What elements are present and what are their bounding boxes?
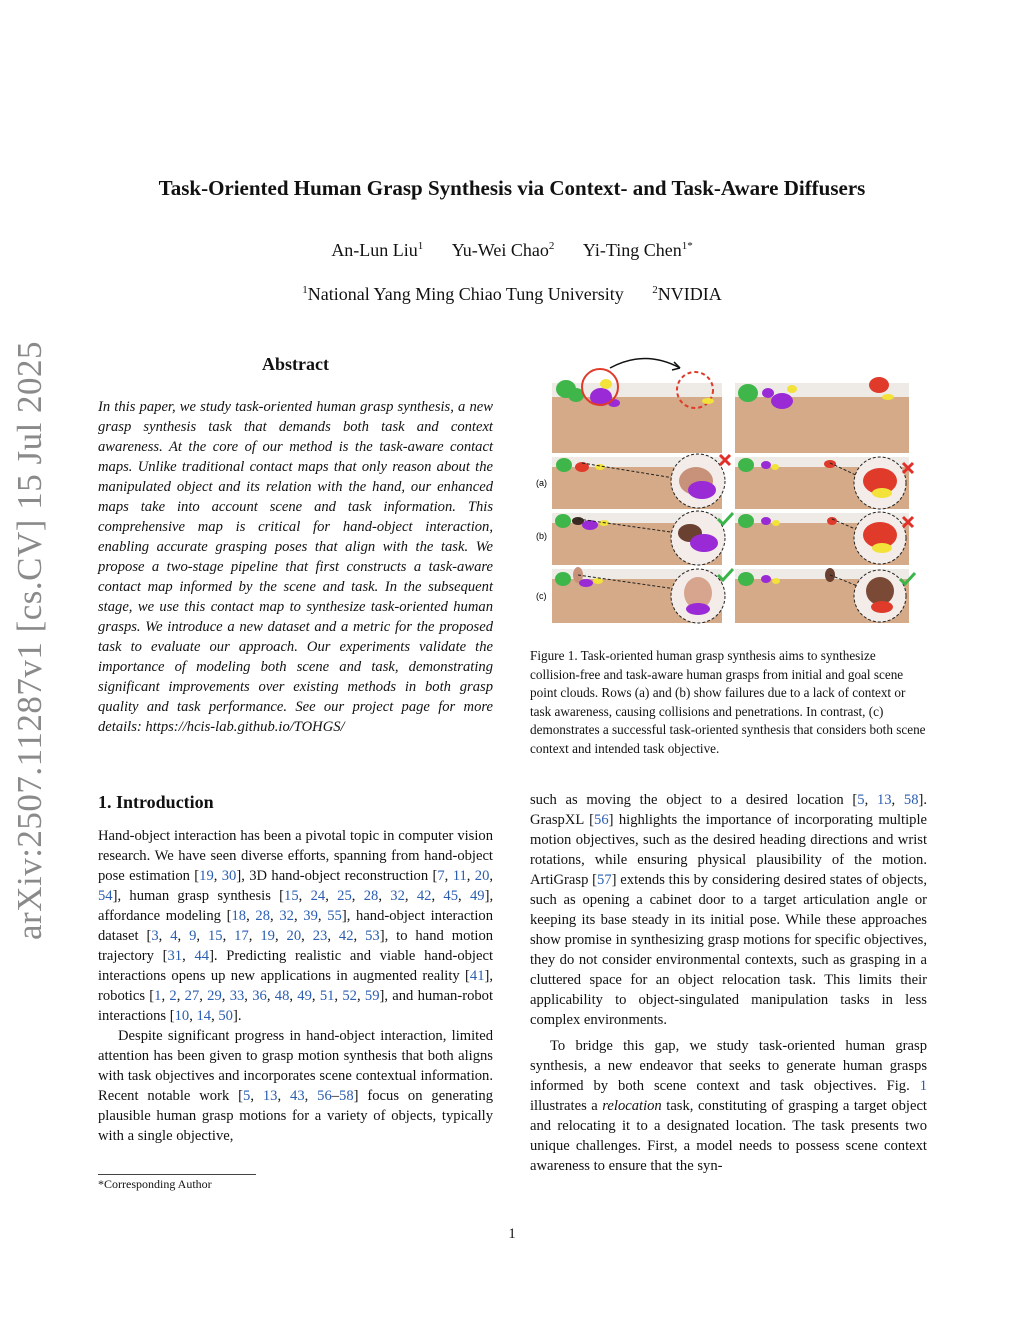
citation-link[interactable]: 1 <box>919 1078 927 1094</box>
row-b-left-panel <box>552 511 733 565</box>
citation-link[interactable]: 1 <box>154 988 162 1004</box>
citation-link[interactable]: 4 <box>170 928 178 944</box>
citation-link[interactable]: 19 <box>199 868 214 884</box>
citation-link[interactable]: 59 <box>364 988 380 1004</box>
citation-link[interactable]: 23 <box>312 928 328 944</box>
citation-link[interactable]: 28 <box>255 908 271 924</box>
emphasis: relocation <box>602 1098 662 1114</box>
row-c-right-panel <box>735 568 915 623</box>
intro-paragraph-1: Hand-object interaction has been a pivotal topic in computer vision research. We have seen diverse efforts, spanning from hand-object pose estimation [19, 30], 3D hand-object reconstruction [7, 11, 20, 54], human grasp synthesis [15, 24, 25, 28, 32, 42, 45, 49], affordance modeling [18, 28, 32, 39, 55], hand-object interaction dataset [3, 4, 9, 15, 17, 19, 20, 23, 42, 53], to hand motion trajectory [31, 44]. Predicting realistic and viable hand-object interactions opens up new applications in augmented reality [41], robotics [1, 2, 27, 29, 33, 36, 48, 49, 51, 52, 59], and human-robot interactions [10, 14, 50]. <box>98 828 494 1024</box>
citation-link[interactable]: 58 <box>339 1088 354 1104</box>
citation-link[interactable]: 45 <box>443 888 459 904</box>
citation-link[interactable]: 55 <box>327 908 342 924</box>
citation-link[interactable]: 20 <box>474 868 490 884</box>
right-column-text <box>530 790 927 1176</box>
citation-link[interactable]: 9 <box>189 928 197 944</box>
author-list <box>0 240 1024 261</box>
citation-link[interactable]: 42 <box>416 888 432 904</box>
row-label-a: (a) <box>536 478 547 488</box>
left-column-text <box>98 826 493 1146</box>
citation-link[interactable]: 50 <box>218 1008 233 1024</box>
intro-paragraph-2: Despite significant progress in hand-object interaction, limited attention has been given to grasp motion synthesis that both aligns with task objectives and incorporates scene contextual information. Recent notable work [5, 13, 43, 56–58] focus on generating plausible human grasp motions for a variety of objects, typically with a single objective, <box>98 1028 493 1144</box>
citation-link[interactable]: 51 <box>319 988 335 1004</box>
citation-link[interactable]: 27 <box>184 988 200 1004</box>
citation-link[interactable]: 30 <box>221 868 237 884</box>
row-label-c: (c) <box>536 591 547 601</box>
top-right-panel <box>735 377 909 453</box>
abstract-heading: Abstract <box>262 354 329 374</box>
citation-link[interactable]: 31 <box>167 948 183 964</box>
citation-link[interactable]: 17 <box>234 928 249 944</box>
citation-link[interactable]: 25 <box>337 888 352 904</box>
citation-link[interactable]: 56 <box>594 812 609 828</box>
citation-link[interactable]: 57 <box>597 872 612 888</box>
citation-link[interactable]: 39 <box>303 908 318 924</box>
citation-link[interactable]: 14 <box>196 1008 212 1024</box>
citation-link[interactable]: 29 <box>207 988 222 1004</box>
footnote-rule <box>98 1174 256 1175</box>
row-label-b: (b) <box>536 531 547 541</box>
abstract-text: In this paper, we study task-oriented human grasp synthesis, a new grasp synthesis task that demands both task and context awareness. At the core of our method is the task-aware contact maps. Unlike traditional contact maps that only reason about the manipulated object and its relation with the hand, our enhanced maps take into account scene and task information. This comprehensive map is critical for hand-object interaction, enabling accurate grasping poses that align with the task. We propose a two-stage pipeline that first constructs a task-aware contact map informed by the scene and task. In the subsequent stage, we use this contact map to synthesize task-oriented human grasps. We introduce a new dataset and a metric for the proposed task to evaluate our approach. Our experiments validate the importance of modeling both scene and task, demonstrating significant improvements over existing methods in both grasp quality and task performance. See our project page for more details: https://hcis-lab.github.io/TOHGS/ <box>98 399 493 735</box>
affiliation-list <box>0 284 1024 305</box>
page-number: 1 <box>508 1226 516 1242</box>
intro-paragraph-4: To bridge this gap, we study task-oriented human grasp synthesis, a new endeavor that seeks to generate human grasps informed by both scene context and task objectives. Fig. 1 illustrates a relocation task, constituting of grasping a target object and relocating it to a designated location. The task presents two unique challenges. First, a model needs to possess scene context awareness to ensure that the syn- <box>530 1038 927 1174</box>
citation-link[interactable]: 5 <box>243 1088 251 1104</box>
citation-link[interactable]: 15 <box>207 928 223 944</box>
citation-link[interactable]: 10 <box>174 1008 190 1024</box>
author: Yu-Wei Chao$^2$ <box>451 240 555 260</box>
citation-link[interactable]: 43 <box>290 1088 305 1104</box>
row-b-right-panel <box>735 512 913 565</box>
citation-link[interactable]: 56 <box>317 1088 332 1104</box>
affiliation: $^2$NVIDIA <box>652 284 722 304</box>
row-c-left-panel <box>552 567 733 623</box>
footnote: *Corresponding Author <box>98 1177 212 1191</box>
affiliation: $^1$National Yang Ming Chiao Tung University <box>302 284 624 304</box>
citation-link[interactable]: 49 <box>469 888 485 904</box>
citation-link[interactable]: 15 <box>284 888 299 904</box>
citation-link[interactable]: 53 <box>365 928 380 944</box>
arrow-icon <box>610 359 680 371</box>
citation-link[interactable]: 42 <box>338 928 354 944</box>
figure-1-caption: Figure 1. Task-oriented human grasp synthesis aims to synthesize collision-free and task-aware human grasps from initial and goal scene point clouds. Rows (a) and (b) show failures due to a lack of context or task awareness, causing collisions and penetrations. In contrast, (c) demonstrates a successful task-oriented synthesis that considers both scene context and intended task objective. <box>530 648 926 756</box>
top-left-panel <box>552 369 722 453</box>
citation-link[interactable]: 44 <box>194 948 210 964</box>
arxiv-identifier: arXiv:2507.11287v1 [cs.CV] 15 Jul 2025 <box>10 340 49 940</box>
citation-link[interactable]: 52 <box>342 988 357 1004</box>
citation-link[interactable]: 2 <box>169 988 177 1004</box>
citation-link[interactable]: 41 <box>469 968 485 984</box>
citation-link[interactable]: 36 <box>252 988 267 1004</box>
citation-link[interactable]: 48 <box>274 988 290 1004</box>
figure-1 <box>530 353 927 635</box>
citation-link[interactable]: 11 <box>452 868 467 884</box>
paper-title: Task-Oriented Human Grasp Synthesis via Context- and Task-Aware Diffusers <box>158 176 866 200</box>
citation-link[interactable]: 58 <box>903 792 919 808</box>
citation-link[interactable]: 20 <box>286 928 302 944</box>
citation-link[interactable]: 18 <box>231 908 247 924</box>
intro-paragraph-3: such as moving the object to a desired location [5, 13, 58]. GraspXL [56] highlights the importance of incorporating multiple motion objectives, such as the desired heading directions and wrist rotations, while ensuring physical plausibility of the motion. ArtiGrasp [57] extends this by considering desired states of objects, such as opening a cabinet door to a target articulation angle or keeping its base steady in its initial pose. While these approaches show promise in synthesizing grasp motions for specific objectives, they do not consider environmental contexts, such as grasping in a cluttered space for an object relocation task. This limits their applicability to object-singulated manipulation tasks in less complex environments. <box>530 792 928 1028</box>
citation-link[interactable]: 5 <box>857 792 865 808</box>
citation-link[interactable]: 32 <box>390 888 405 904</box>
citation-link[interactable]: 7 <box>437 868 445 884</box>
author: An-Lun Liu$^1$ <box>331 240 424 260</box>
citation-link[interactable]: 13 <box>262 1088 278 1104</box>
section-heading-introduction: 1. Introduction <box>98 792 214 812</box>
citation-link[interactable]: 13 <box>876 792 892 808</box>
row-a-left-panel <box>552 454 730 509</box>
author: Yi-Ting Chen$^{1*}$ <box>582 240 693 260</box>
row-a-right-panel <box>735 457 913 509</box>
citation-link[interactable]: 3 <box>151 928 159 944</box>
citation-link[interactable]: 24 <box>310 888 326 904</box>
citation-link[interactable]: 54 <box>98 888 113 904</box>
citation-link[interactable]: 33 <box>229 988 245 1004</box>
citation-link[interactable]: 32 <box>279 908 294 924</box>
citation-link[interactable]: 19 <box>260 928 275 944</box>
citation-link[interactable]: 49 <box>297 988 312 1004</box>
figure-1-illustration <box>530 353 927 635</box>
citation-link[interactable]: 28 <box>363 888 379 904</box>
